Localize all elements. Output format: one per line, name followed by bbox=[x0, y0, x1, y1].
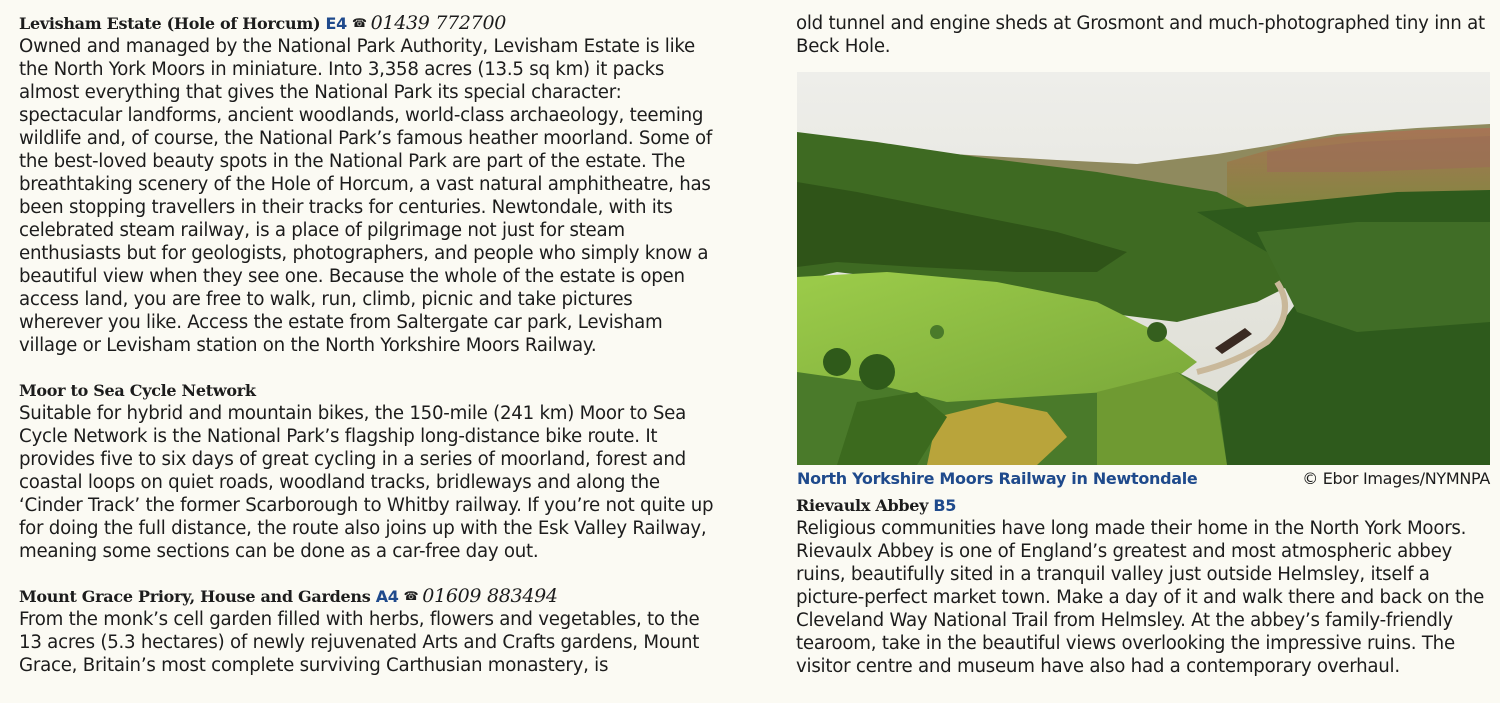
entry-rievaulx-abbey bbox=[796, 494, 1496, 678]
entry-body: Owned and managed by the National Park Authority, Levisham Estate is like the North York Moors in miniature. Into 3,358 acres (13.5 sq km) it packs almost everything that gives the National Park its special character: spectacular landforms, ancient woodlands, world-class archaeology, teeming wildlife and, of course, the National Park’s famous heather moorland. Some of the best-loved beauty spots in the National Park are part of the estate. The breathtaking scenery of the Hole of Horcum, a vast natural amphitheatre, has been stopping travellers in their tracks for centuries. Newtondale, with its celebrated steam railway, is a place of pilgrimage not just for steam enthusiasts but for geologists, photographers, and people who simply know a beautiful view when they see one. Because the whole of the estate is open access land, you are free to walk, run, climb, picnic and take pictures wherever you like. Access the estate from Saltergate car park, Levisham village or Levisham station on the North Yorkshire Moors Railway. bbox=[19, 36, 713, 356]
entry-title: Levisham Estate (Hole of Horcum) bbox=[19, 14, 321, 33]
photo-caption-row bbox=[797, 468, 1490, 490]
entry-body: From the monk’s cell garden filled with herbs, flowers and vegetables, to the 13 acres (5.3 hectares) of newly rejuvenated Arts and Crafts gardens, Mount Grace, Britain’s most complete surviving Carthusian monastery, is bbox=[19, 609, 700, 676]
phone-number: 01439 772700 bbox=[370, 12, 507, 34]
continued-text: old tunnel and engine sheds at Grosmont and much-photographed tiny inn at Beck Hole. bbox=[796, 13, 1485, 57]
photo-credit: © Ebor Images/NYMNPA bbox=[1302, 469, 1490, 488]
entry-body: Suitable for hybrid and mountain bikes, the 150-mile (241 km) Moor to Sea Cycle Network is the National Park’s flagship long-distance bike route. It provides five to six days of great cycling in a series of moorland, forest and coastal loops on quiet roads, woodland tracks, bridleways and along the ‘Cinder Track’ the former Scarborough to Whitby railway. If you’re not quite up for doing the full distance, the route also joins up with the Esk Valley Railway, meaning some sections can be done as a car-free day out. bbox=[19, 403, 714, 562]
entry-heading bbox=[19, 585, 719, 608]
entry-levisham-estate bbox=[19, 12, 719, 357]
grid-reference: B5 bbox=[933, 496, 957, 515]
entry-title: Moor to Sea Cycle Network bbox=[19, 381, 256, 400]
entry-heading bbox=[19, 12, 719, 35]
phone-number: 01609 883494 bbox=[422, 585, 558, 607]
photo-caption: North Yorkshire Moors Railway in Newtondale bbox=[797, 469, 1198, 488]
entry-title: Rievaulx Abbey bbox=[796, 496, 929, 515]
grid-reference: A4 bbox=[375, 587, 399, 606]
entry-mount-grace-priory bbox=[19, 585, 719, 677]
railway-photo bbox=[797, 72, 1490, 465]
entry-title: Mount Grace Priory, House and Gardens bbox=[19, 587, 371, 606]
entry-heading bbox=[796, 494, 1496, 517]
left-column bbox=[19, 12, 719, 699]
telephone-icon: ☎ bbox=[351, 16, 367, 30]
entry-moor-to-sea-cycle-network bbox=[19, 379, 719, 563]
entry-heading bbox=[19, 379, 719, 402]
right-column-top bbox=[796, 12, 1496, 58]
entry-body: Religious communities have long made their home in the North York Moors. Rievaulx Abbey is one of England’s greatest and most atmospheric abbey ruins, beautifully sited in a tranquil valley just outside Helmsley, itself a picture-perfect market town. Make a day of it and walk there and back on the Cleveland Way National Trail from Helmsley. At the abbey’s family-friendly tearoom, take in the beautiful views overlooking the impressive ruins. The visitor centre and museum have also had a contemporary overhaul. bbox=[796, 518, 1485, 677]
telephone-icon: ☎ bbox=[403, 589, 419, 603]
grid-reference: E4 bbox=[325, 14, 347, 33]
